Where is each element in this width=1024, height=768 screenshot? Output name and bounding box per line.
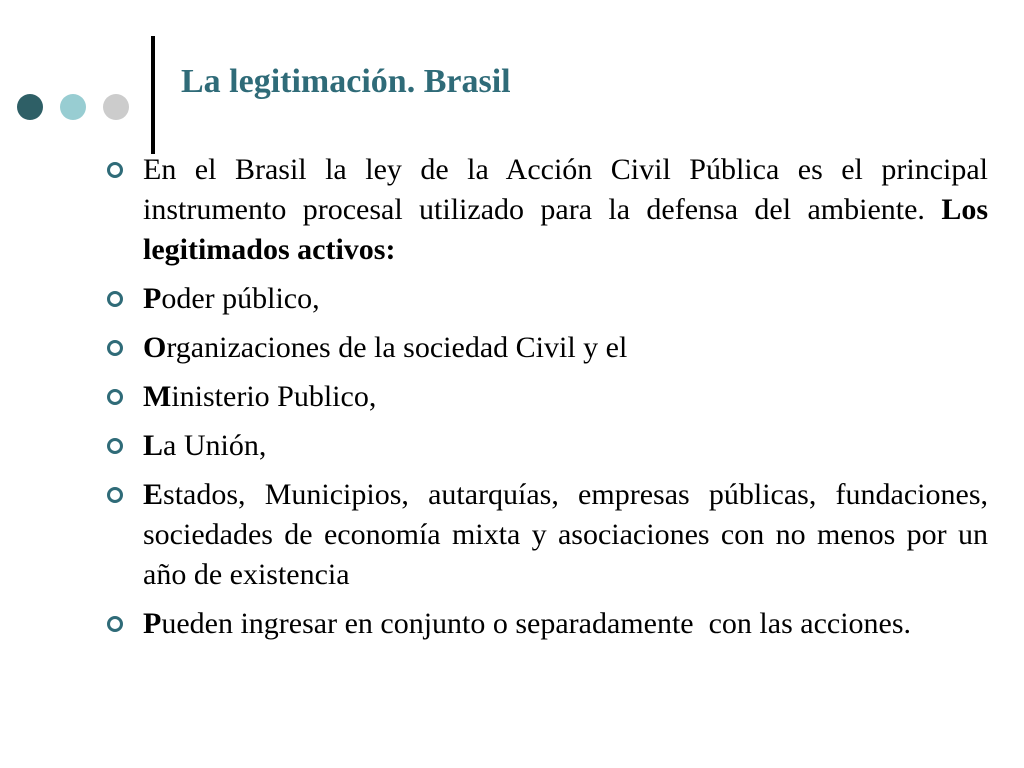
- bullet-text: En el Brasil la ley de la Acción Civil Pública es el principal instrumento procesal utilizado para la defensa del ambiente.: [143, 153, 988, 226]
- bullet-initial: M: [143, 380, 172, 413]
- decorative-dot-gray: [103, 94, 129, 120]
- bullet-bold-text: Los legitimados activos:: [143, 193, 988, 266]
- ring-bullet-icon: [107, 162, 123, 178]
- bullet-item: [143, 279, 988, 319]
- bullet-text: a Unión,: [163, 429, 267, 462]
- ring-bullet-icon: [107, 291, 123, 307]
- bullet-text: inisterio Publico,: [171, 380, 377, 413]
- bullet-initial: L: [143, 429, 164, 462]
- bullet-item: [143, 377, 988, 417]
- bullet-list: [143, 150, 988, 653]
- ring-bullet-icon: [107, 487, 123, 503]
- ring-bullet-icon: [107, 389, 123, 405]
- bullet-item: [143, 328, 988, 368]
- bullet-text: ueden ingresar en conjunto o separadamente con las acciones.: [161, 607, 912, 640]
- ring-bullet-icon: [107, 616, 123, 632]
- bullet-item: [143, 150, 988, 270]
- ring-bullet-icon: [107, 340, 123, 356]
- bullet-initial: O: [143, 331, 167, 364]
- bullet-text: rganizaciones de la sociedad Civil y el: [166, 331, 628, 364]
- bullet-text: oder público,: [161, 282, 320, 315]
- bullet-item: [143, 475, 988, 595]
- bullet-item: [143, 604, 988, 644]
- decorative-dot-dark: [17, 94, 43, 120]
- slide-title: La legitimación. Brasil: [181, 63, 511, 100]
- ring-bullet-icon: [107, 438, 123, 454]
- title-divider-line: [151, 36, 155, 154]
- bullet-initial: E: [143, 478, 164, 511]
- bullet-initial: P: [143, 282, 162, 315]
- bullet-text: stados, Municipios, autarquías, empresas públicas, fundaciones, sociedades de economía mixta y asociaciones con no menos por un año de existencia: [143, 478, 988, 591]
- decorative-dot-teal: [60, 94, 86, 120]
- bullet-item: [143, 426, 988, 466]
- bullet-initial: P: [143, 607, 162, 640]
